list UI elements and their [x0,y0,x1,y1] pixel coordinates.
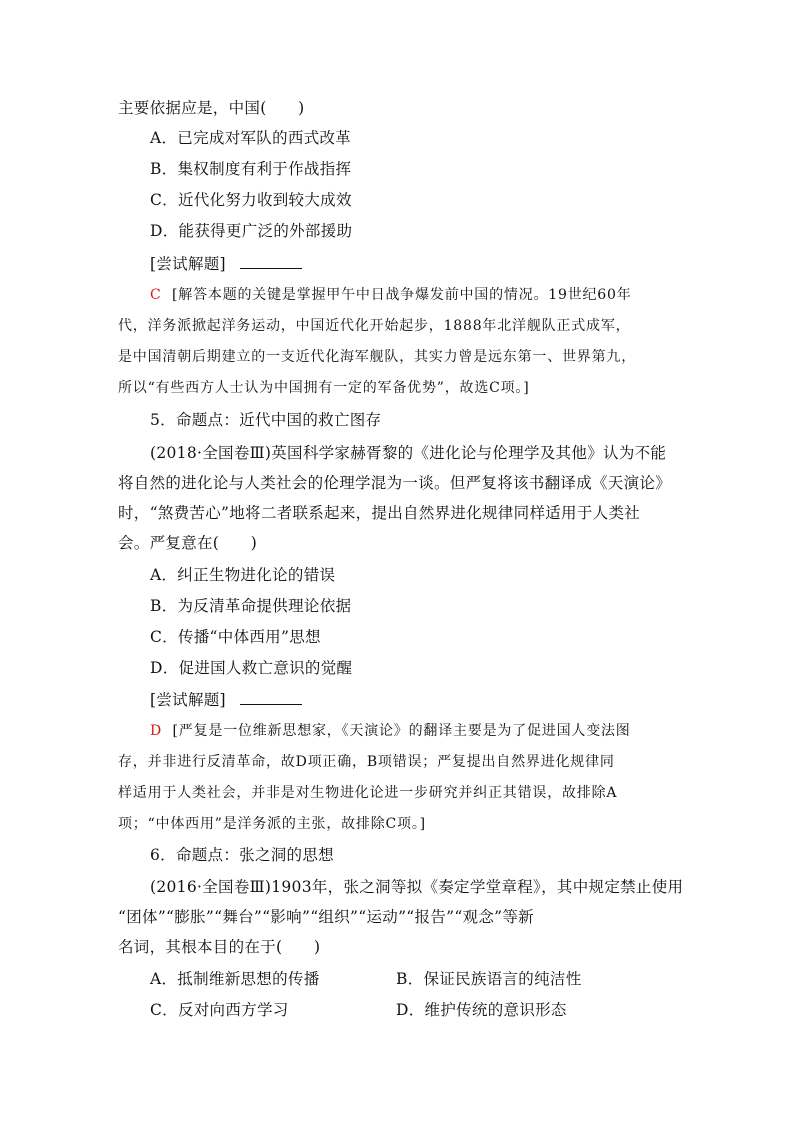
q5-try-label: [尝试解题] [150,691,226,709]
q5-stem-line-1: (2018·全国卷Ⅲ)英国科学家赫胥黎的《进化论与伦理学及其他》认为不能 [150,444,667,462]
q6-options-row-1 [150,969,710,989]
q5-explanation-line-1: D [严复是一位维新思想家，《天演论》的翻译主要是为了促进国人变法图 [150,723,631,739]
q6-stem-line-3: 名词，其根本目的在于( ) [118,938,321,956]
q6-option-d: D．维护传统的意识形态 [396,1001,567,1019]
q4-try-row [150,254,710,274]
q5-try-row [150,690,710,710]
q6-stem-line-1: (2016·全国卷Ⅲ)1903年，张之洞等拟《奏定学堂章程》，其中规定禁止使用 [150,878,684,896]
q6-option-b: B．保证民族语言的纯洁性 [396,970,582,988]
q4-try-label: [尝试解题] [150,255,226,273]
q4-option-c: C．近代化努力收到较大成效 [150,191,352,209]
q4-stem-tail: 主要依据应是，中国( ) [118,99,305,117]
q5-stem-line-4: 会。严复意在( ) [118,534,258,552]
q4-explanation-line-3: 是中国清朝后期建立的一支近代化海军舰队，其实力曾是远东第一、世界第九， [118,349,636,365]
q5-explanation-line-2: 存，并非进行反清革命，故D项正确，B项错误；严复提出自然界进化规律同 [118,754,615,770]
q6-options-row-2 [150,1000,710,1020]
q5-explanation-line-3: 样适用于人类社会，并非是对生物进化论进一步研究并纠正其错误，故排除A [118,785,618,801]
q5-option-a: A．纠正生物进化论的错误 [150,566,336,584]
q5-option-c: C．传播“中体西用”思想 [150,628,321,646]
q6-heading: 6．命题点：张之洞的思想 [150,846,334,864]
q4-explanation-line-4: 所以“有些西方人士认为中国拥有一定的军备优势”，故选C项。] [118,380,530,396]
q4-answer: C [150,287,162,303]
q4-answer-blank[interactable] [240,254,302,269]
q5-answer-blank[interactable] [240,690,302,705]
q6-option-a: A．抵制维新思想的传播 [150,970,320,988]
q4-explanation-line-1: C [解答本题的关键是掌握甲午中日战争爆发前中国的情况。19世纪60年 [150,287,632,303]
q5-option-b: B．为反清革命提供理论依据 [150,597,352,615]
q6-option-c: C．反对向西方学习 [150,1001,289,1019]
q5-option-d: D．促进国人救亡意识的觉醒 [150,659,353,677]
q5-explanation-line-4: 项；“中体西用”是洋务派的主张，故排除C项。] [118,816,426,832]
q4-explanation-line-2: 代，洋务派掀起洋务运动，中国近代化开始起步，1888年北洋舰队正式成军， [118,318,631,334]
q5-answer: D [150,723,163,739]
q5-stem-line-3: 时，“煞费苦心”地将二者联系起来，提出自然界进化规律同样适用于人类社 [118,504,641,522]
q6-stem-line-2: “团体”“膨胀”“舞台”“影响”“组织”“运动”“报告”“观念”等新 [118,908,534,926]
q5-heading: 5．命题点：近代中国的救亡图存 [150,411,382,429]
q4-option-a: A．已完成对军队的西式改革 [150,129,352,147]
q4-option-d: D．能获得更广泛的外部援助 [150,222,353,240]
q5-stem-line-2: 将自然的进化论与人类社会的伦理学混为一谈。但严复将该书翻译成《天演论》 [118,474,672,492]
q4-option-b: B．集权制度有利于作战指挥 [150,160,352,178]
